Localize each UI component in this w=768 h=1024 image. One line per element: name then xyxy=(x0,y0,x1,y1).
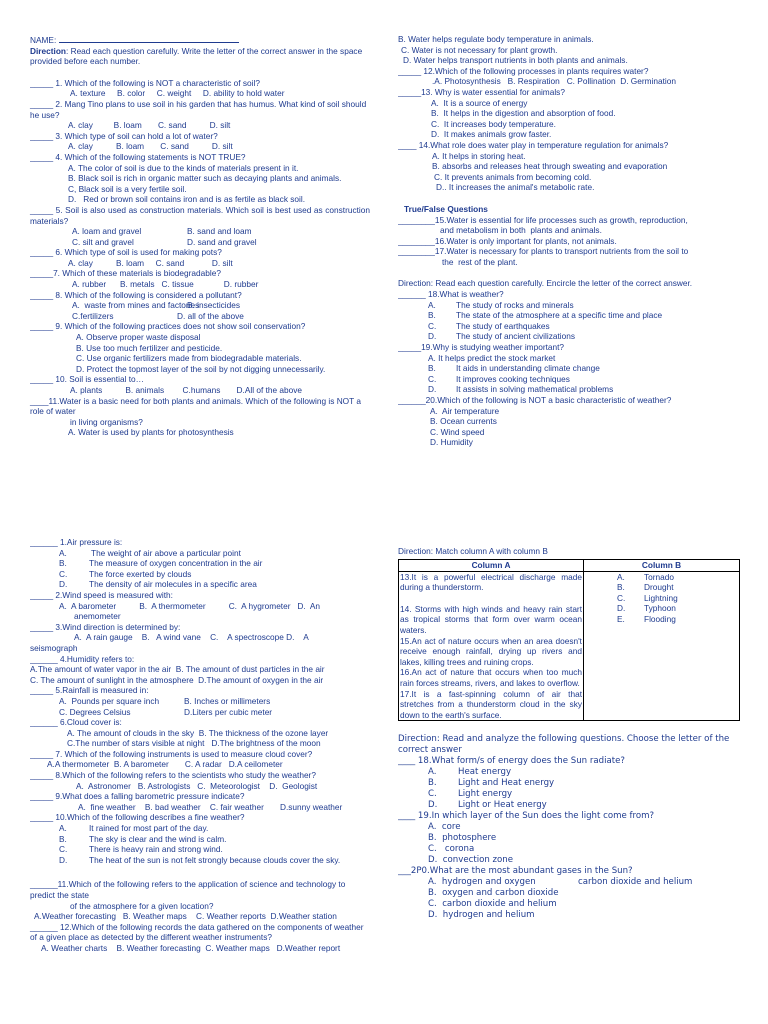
option: A. A rain gauge B. A wind vane C. A spectroscope D. A xyxy=(74,632,309,643)
option: B. Inches or millimeters xyxy=(184,695,271,706)
air-q6: ______ 6.Cloud cover is: xyxy=(30,717,122,728)
option: C. corona xyxy=(428,844,475,855)
sun-section xyxy=(398,734,740,921)
option: B. Water helps regulate body temperature in animals. xyxy=(398,34,594,44)
soil-q9: _____ 9. Which of the following practices does not show soil conservation? xyxy=(30,321,306,332)
option: C. tissue xyxy=(161,279,194,290)
tf-q16: ________16.Water is only important for plants, not animals. xyxy=(398,235,617,246)
match-item: 15.An act of nature occurs when an area doesn't receive enough rainfall, drying up rivers and lakes, killing trees and ruining crops. xyxy=(400,635,582,667)
option xyxy=(30,558,370,569)
column-a-header: Column A xyxy=(399,559,584,571)
soil-q1: _____ 1. Which of the following is NOT a characteristic of soil? xyxy=(30,77,260,88)
option: B. metals xyxy=(119,279,155,290)
option: A.The amount of water vapor in the air B. The amount of dust particles in the air xyxy=(30,664,325,675)
direction-2-text: Direction: Read each question carefully. Encircle the letter of the correct answer. xyxy=(398,278,693,289)
soil-q2-options xyxy=(30,120,370,131)
option: C. sand xyxy=(155,257,185,268)
water-q11-cont: in living organisms? xyxy=(70,416,143,427)
option: B. animals xyxy=(125,385,165,395)
option-text: It assists in solving mathematical problems xyxy=(456,384,614,395)
option: B. absorbs and releases heat through sweating and evaporation xyxy=(432,161,668,172)
option: A. Water is used by plants for photosynthesis xyxy=(68,427,234,438)
option: A. clay xyxy=(68,141,93,152)
option-letter: C. xyxy=(59,844,68,855)
sun-q20-option-a xyxy=(398,877,740,888)
option: A. waste from mines and factories xyxy=(72,300,200,311)
option: A. It helps predict the stock market xyxy=(428,352,556,363)
option-text: The sky is clear and the wind is calm. xyxy=(89,833,227,844)
name-row xyxy=(30,34,370,46)
option: B. Ocean currents xyxy=(430,416,497,427)
option-text: Light energy xyxy=(458,789,513,800)
option: D. Red or brown soil contains iron and is as fertile as black soil. xyxy=(68,194,306,205)
option: D. hydrogen and helium xyxy=(428,910,535,921)
option-text: There is heavy rain and strong wind. xyxy=(89,844,223,855)
option: C. Use organic fertilizers made from biodegradable materials. xyxy=(76,353,302,364)
option xyxy=(398,321,738,332)
air-q8: _____ 8.Which of the following refers to the scientists who study the weather? xyxy=(30,770,316,781)
top-right-column xyxy=(398,34,738,448)
option xyxy=(398,300,738,311)
option-letter: B. xyxy=(59,558,67,569)
option: D. It makes animals grow faster. xyxy=(431,129,552,140)
option-letter: C. xyxy=(428,789,437,800)
soil-q7-options xyxy=(30,279,370,290)
option xyxy=(398,767,740,778)
weather-q19: _____19.Why is studying weather important? xyxy=(398,342,565,353)
option: A. fine weather B. bad weather C. fair weather D.sunny weather xyxy=(78,801,343,812)
option-letter: A. xyxy=(428,299,436,310)
option: A. The color of soil is due to the kinds of materials present in it. xyxy=(68,162,299,173)
water-q11: ____11.Water is a basic need for both plants and animals. Which of the following is NOT a role of water xyxy=(30,395,361,417)
match-choice xyxy=(585,603,738,614)
choice-letter: C. xyxy=(617,592,626,603)
air-q12: ______ 12.Which of the following records the data gathered on the components of weather of a given place as detected by the different weather instruments? xyxy=(30,921,364,943)
direction-text: : Read each question carefully. Write the letter of the correct answer in the space provided before each number. xyxy=(30,45,363,67)
choice-text: Tornado xyxy=(644,571,674,582)
water-q14: ____ 14.What role does water play in temperature regulation for animals? xyxy=(398,139,669,150)
choice-letter: A. xyxy=(617,571,625,582)
option-letter: B. xyxy=(428,778,437,789)
option xyxy=(398,778,740,789)
tf-q17-cont: the rest of the plant. xyxy=(442,256,518,267)
true-false-heading: True/False Questions xyxy=(404,203,488,214)
option-letter: C. xyxy=(428,373,437,384)
option: A. It is a source of energy xyxy=(431,97,528,108)
option: C.humans xyxy=(182,385,221,395)
option: A.A thermometer B. A barometer C. A radar D.A ceilometer xyxy=(47,759,283,770)
option: D.Liters per cubic meter xyxy=(184,706,273,717)
soil-q8: _____ 8. Which of the following is considered a pollutant? xyxy=(30,289,242,300)
soil-q5-options-2 xyxy=(30,237,370,248)
option-text: The density of air molecules in a specific area xyxy=(89,579,257,590)
option: A. Air temperature xyxy=(430,405,500,416)
option: D. convection zone xyxy=(428,855,514,866)
choice-text: Typhoon xyxy=(644,603,676,614)
option: D. silt xyxy=(211,141,233,152)
option: D. Water helps transport nutrients in both plants and animals. xyxy=(403,55,628,66)
name-blank[interactable] xyxy=(59,34,239,43)
option: D. all of the above xyxy=(177,310,244,321)
option-letter: D. xyxy=(428,331,437,342)
option: A. clay xyxy=(68,257,93,268)
option: D.. It increases the animal's metabolic rate. xyxy=(436,182,595,193)
option: A. Observe proper waste disposal xyxy=(76,332,201,343)
option xyxy=(30,579,370,590)
option: B. Black soil is rich in organic matter such as decaying plants and animals. xyxy=(68,173,342,184)
match-choice xyxy=(585,593,738,604)
option-text: Heat energy xyxy=(458,767,512,778)
air-q7: _____ 7. Which of the following instruments is used to measure cloud cover? xyxy=(30,748,313,759)
option-text: The study of rocks and minerals xyxy=(456,299,574,310)
option: D. Germination xyxy=(620,76,676,87)
option: C. silt and gravel xyxy=(72,236,134,247)
air-q4: ______ 4.Humidity refers to: xyxy=(30,653,135,664)
soil-q10: _____ 10. Soil is essential to… xyxy=(30,374,144,385)
option: C. It increases body temperature. xyxy=(431,118,556,129)
option xyxy=(30,834,370,845)
option: C. It prevents animals from becoming cold. xyxy=(434,171,592,182)
option: B. sand and loam xyxy=(187,226,252,237)
soil-q4: _____ 4. Which of the following statements is NOT TRUE? xyxy=(30,151,246,162)
option: D. ability to hold water xyxy=(202,88,285,99)
air-q10: _____ 10.Which of the following describes a fine weather? xyxy=(30,812,245,823)
option: B. Respiration xyxy=(507,76,560,87)
option: B. It helps in the digestion and absorption of food. xyxy=(431,108,616,119)
option: B. loam xyxy=(113,120,142,131)
option: D. silt xyxy=(209,120,231,131)
option: A. plants xyxy=(70,385,103,395)
option: seismograph xyxy=(30,642,78,653)
option: A. clay xyxy=(68,120,93,131)
option-letter: C. xyxy=(59,568,68,579)
soil-q8-options-2 xyxy=(30,311,370,322)
option: B. photosphere xyxy=(428,833,497,844)
choice-letter: E. xyxy=(617,613,625,624)
soil-q6: _____ 6. Which type of soil is used for making pots? xyxy=(30,247,222,258)
option: anemometer xyxy=(74,611,121,622)
soil-q5-options xyxy=(30,226,370,237)
option: D. Protect the topmost layer of the soil by not digging unnecessarily. xyxy=(76,363,326,374)
air-q1: ______ 1.Air pressure is: xyxy=(30,537,123,547)
sun-q20: ___2P0.What are the most abundant gases in the Sun? xyxy=(398,866,633,877)
option xyxy=(398,310,738,321)
option: D.All of the above xyxy=(236,385,303,395)
option-text: Light or Heat energy xyxy=(458,800,547,811)
option: B. color xyxy=(117,88,146,99)
direction-1 xyxy=(30,46,370,67)
option: C. The amount of sunlight in the atmosphere D.The amount of oxygen in the air xyxy=(30,674,324,685)
choice-text: Flooding xyxy=(644,613,676,624)
option: C.fertilizers xyxy=(72,310,114,321)
option: .A. Photosynthesis xyxy=(432,76,501,87)
weather-q20: ______20.Which of the following is NOT a basic characteristic of weather? xyxy=(398,395,672,405)
option: C. sand xyxy=(157,120,187,131)
option: D. Humidity xyxy=(430,437,473,448)
option-letter: D. xyxy=(428,384,437,395)
option-text: It aids in understanding climate change xyxy=(456,363,600,374)
option xyxy=(398,384,738,395)
match-choice xyxy=(585,582,738,593)
option: A. texture xyxy=(70,88,106,99)
option: B. oxygen and carbon dioxide xyxy=(428,888,559,899)
option-letter: D. xyxy=(59,579,68,590)
soil-q2: _____ 2. Mang Tino plans to use soil in his garden that has humus. What kind of soil should he use? xyxy=(30,98,367,120)
option-letter: A. xyxy=(59,823,67,834)
soil-q3: _____ 3. Which type of soil can hold a lot of water? xyxy=(30,130,218,141)
choice-letter: B. xyxy=(617,582,625,593)
option xyxy=(398,331,738,342)
option-letter: B. xyxy=(59,833,67,844)
direction-2 xyxy=(398,278,738,289)
bottom-left-column xyxy=(30,537,370,954)
match-item: 17.It is a fast-spinning column of air that stretches from a thunderstorm cloud in the sky down to the earth's surface. xyxy=(400,688,582,720)
soil-q7: _____7. Which of these materials is biodegradable? xyxy=(30,268,221,279)
option-text: It improves cooking techniques xyxy=(456,373,570,384)
soil-q1-options xyxy=(30,88,370,99)
option xyxy=(398,363,738,374)
choice-text: Drought xyxy=(644,582,674,593)
option: A. core xyxy=(428,822,461,833)
option: C. carbon dioxide and helium xyxy=(428,899,557,910)
option xyxy=(398,800,740,811)
air-q9: _____ 9.What does a falling barometric pressure indicate? xyxy=(30,791,245,802)
match-item: 14. Storms with high winds and heavy rain start as tropical storms that form over warm ocean waters. xyxy=(400,603,582,635)
option: C. weight xyxy=(156,88,192,99)
option: C. Degrees Celsius xyxy=(59,706,131,717)
option: A.Weather forecasting B. Weather maps C. Weather reports D.Weather station xyxy=(34,911,337,922)
tf-q15-cont: and metabolism in both plants and animals. xyxy=(440,225,602,236)
option: D. silt xyxy=(211,257,233,268)
air-q11: ______11.Which of the following refers to the application of science and technology to predict the state xyxy=(30,879,346,900)
match-direction: Direction: Match column A with column B xyxy=(398,546,548,556)
option: B. loam xyxy=(115,257,145,268)
option: C, Black soil is a very fertile soil. xyxy=(68,183,187,194)
water-q12-options xyxy=(398,76,738,87)
option-text: The state of the atmosphere at a specific time and place xyxy=(456,310,663,321)
air-q5-options-2 xyxy=(30,707,370,718)
option xyxy=(30,569,370,580)
soil-q10-options xyxy=(30,385,370,396)
option-text: The study of earthquakes xyxy=(456,320,550,331)
option: A. hydrogen and oxygen xyxy=(428,877,536,888)
match-choice xyxy=(585,572,738,583)
option-letter: D. xyxy=(59,854,68,865)
option: B. Use too much fertilizer and pesticide. xyxy=(76,342,223,353)
option-letter: C. xyxy=(428,320,437,331)
option: A. Pounds per square inch xyxy=(59,695,160,706)
option: A. The amount of clouds in the sky B. The thickness of the ozone layer xyxy=(67,727,329,738)
match-item: 16.An act of nature that occurs when too much rain forces streams, rivers, and lakes to overflow. xyxy=(400,667,582,688)
option-text: The measure of oxygen concentration in the air xyxy=(89,558,263,569)
sun-q19: ____ 19.In which layer of the Sun does the light come from? xyxy=(398,811,655,822)
option xyxy=(398,789,740,800)
soil-q3-options xyxy=(30,141,370,152)
option: C. sand xyxy=(160,141,189,152)
option-letter: A. xyxy=(59,547,67,558)
option: C. Wind speed xyxy=(430,426,485,437)
name-label: NAME: xyxy=(30,35,57,45)
option xyxy=(30,548,370,559)
weather-q18: ______ 18.What is weather? xyxy=(398,289,504,300)
match-item: 13.It is a powerful electrical discharge made during a thunderstorm. xyxy=(400,571,582,593)
option-letter: B. xyxy=(428,310,436,321)
option-text: The study of ancient civilizations xyxy=(456,331,575,342)
air-q2: _____ 2.Wind speed is measured with: xyxy=(30,589,173,600)
option: A. loam and gravel xyxy=(72,226,142,237)
air-q5-options xyxy=(30,696,370,707)
option-text: The weight of air above a particular point xyxy=(91,547,241,558)
direction-label: Direction xyxy=(30,45,66,56)
option xyxy=(30,855,370,866)
option-letter: B. xyxy=(428,363,436,374)
option-text: The heat of the sun is not felt strongly because clouds cover the sky. xyxy=(89,854,341,865)
option-letter: A. xyxy=(428,767,437,778)
column-b-cell xyxy=(584,571,740,721)
top-left-column xyxy=(30,34,370,438)
column-a-cell xyxy=(399,571,584,721)
option-text: The force exerted by clouds xyxy=(89,568,192,579)
option: C. Water is not necessary for plant growth. xyxy=(401,44,558,55)
match-choice xyxy=(585,614,738,625)
option: A. It helps in storing heat. xyxy=(432,150,526,161)
option: A. Weather charts B. Weather forecasting C. Weather maps D.Weather report xyxy=(41,942,341,953)
soil-q5: _____ 5. Soil is also used as construction materials. Which soil is best used as construction materials? xyxy=(30,204,370,226)
option: A. rubber xyxy=(72,279,107,290)
option xyxy=(30,844,370,855)
option: B. insecticides xyxy=(187,300,241,311)
sun-direction: Direction: Read and analyze the following questions. Choose the letter of the correct answer xyxy=(398,734,730,756)
option: D. rubber xyxy=(223,279,259,290)
tf-q15: ________15.Water is essential for life processes such as growth, reproduction, xyxy=(398,214,688,225)
option-text: It rained for most part of the day. xyxy=(89,823,209,834)
option xyxy=(398,374,738,385)
column-b-header: Column B xyxy=(584,559,740,571)
soil-q6-options xyxy=(30,258,370,269)
soil-q8-options xyxy=(30,300,370,311)
air-q3: _____ 3.Wind direction is determined by: xyxy=(30,621,181,632)
sun-q18: ____ 18.What form/s of energy does the Sun radiate? xyxy=(398,756,625,767)
option: C. Pollination xyxy=(566,76,616,87)
option: C.The number of stars visible at night D.The brightness of the moon xyxy=(67,738,321,749)
option xyxy=(30,823,370,834)
option: carbon dioxide and helium xyxy=(578,877,693,888)
water-q13: _____13. Why is water essential for animals? xyxy=(398,86,565,97)
option: A. A barometer B. A thermometer C. A hygrometer D. An xyxy=(59,600,320,611)
option: B. loam xyxy=(115,141,145,152)
option-text: Light and Heat energy xyxy=(458,778,555,789)
choice-text: Lightning xyxy=(644,592,678,603)
water-q12: _____ 12.Which of the following processes in plants requires water? xyxy=(398,65,649,76)
air-q5: _____ 5.Rainfall is measured in: xyxy=(30,685,149,696)
choice-letter: D. xyxy=(617,603,626,614)
bottom-right-column xyxy=(398,546,740,921)
air-q11-cont: of the atmosphere for a given location? xyxy=(70,900,214,911)
tf-q17: ________17.Water is necessary for plants to transport nutrients from the soil to xyxy=(398,246,689,257)
matching-table xyxy=(398,559,740,722)
option: A. Astronomer B. Astrologists C. Meteorologist D. Geologist xyxy=(76,780,318,791)
option-letter: D. xyxy=(428,800,438,811)
option: D. sand and gravel xyxy=(187,236,257,247)
